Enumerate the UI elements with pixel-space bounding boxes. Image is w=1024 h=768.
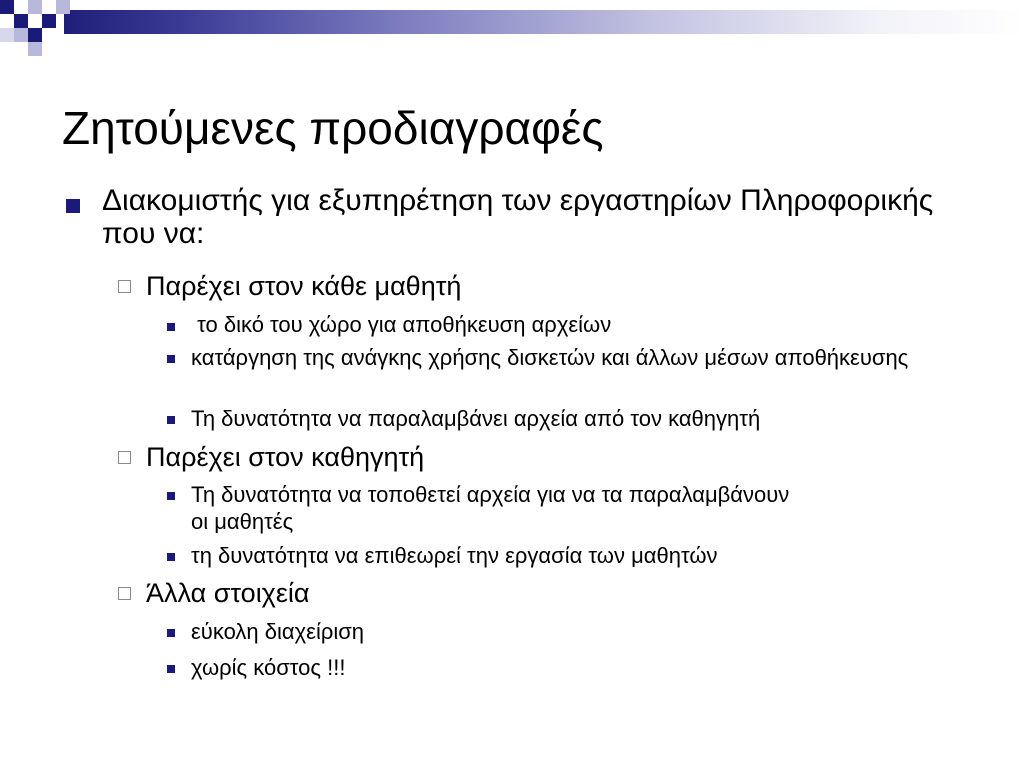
decor-square-icon [56, 0, 70, 14]
list-item: Τη δυνατότητα να παραλαμβάνει αρχεία από τον καθηγητή [191, 406, 761, 431]
list-item: χωρίς κόστος !!! [191, 655, 346, 680]
decor-square-icon [42, 14, 56, 28]
decor-square-icon [14, 28, 28, 42]
decor-square-icon [0, 0, 14, 14]
list-item: το δικό του χώρο για αποθήκευση αρχείων [191, 312, 612, 337]
decor-square-icon [28, 28, 42, 42]
small-square-bullet-icon [167, 629, 175, 637]
list-item: τη δυνατότητα να επιθεωρεί την εργασία των μαθητών [191, 543, 718, 568]
decor-square-icon [28, 0, 42, 14]
empty-box-icon [118, 280, 131, 293]
section-heading: Παρέχει στον κάθε μαθητή [146, 271, 462, 301]
main-point: Διακομιστής για εξυπηρέτηση των εργαστηρίων Πληροφορικής που να: [102, 184, 934, 250]
small-square-bullet-icon [167, 553, 175, 561]
small-square-bullet-icon [167, 323, 175, 331]
empty-box-icon [118, 587, 131, 600]
list-item: κατάργηση της ανάγκης χρήσης δισκετών και άλλων μέσων αποθήκευσης [191, 345, 909, 370]
small-square-bullet-icon [167, 355, 175, 363]
decor-square-icon [0, 28, 14, 42]
slide-title: Ζητούμενες προδιαγραφές [62, 102, 604, 154]
small-square-bullet-icon [167, 492, 175, 500]
decor-square-icon [14, 14, 28, 28]
small-square-bullet-icon [167, 665, 175, 673]
list-item: εύκολη διαχείριση [191, 619, 365, 644]
decor-square-icon [28, 42, 42, 56]
section-heading: Άλλα στοιχεία [146, 578, 310, 608]
small-square-bullet-icon [167, 416, 175, 424]
header-gradient-bar [64, 10, 1024, 34]
section-heading: Παρέχει στον καθηγητή [146, 442, 425, 472]
header-decoration [0, 0, 1024, 62]
list-item: Τη δυνατότητα να τοποθετεί αρχεία για να τα παραλαμβάνουν οι μαθητές [191, 482, 790, 534]
square-bullet-icon [66, 199, 80, 213]
empty-box-icon [118, 451, 131, 464]
